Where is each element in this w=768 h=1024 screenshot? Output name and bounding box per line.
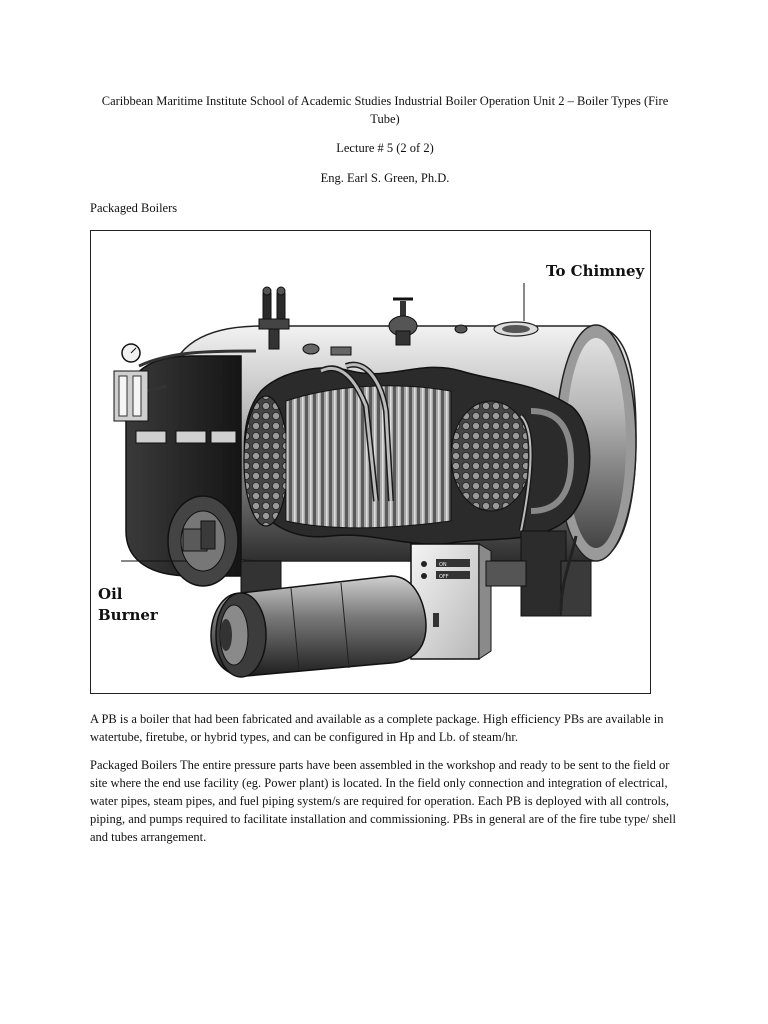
panel-on-text: ON: [439, 562, 447, 568]
document-title: Caribbean Maritime Institute School of Academic Studies Industrial Boiler Operation Unit 2 – Boiler Types (Fire Tube): [101, 94, 669, 126]
panel-off-text: OFF: [439, 574, 449, 580]
to-chimney-label: To Chimney: [546, 262, 645, 280]
author-name: Eng. Earl S. Green, Ph.D.: [320, 171, 450, 185]
section-heading: Packaged Boilers: [90, 201, 178, 215]
burner-label: Burner: [98, 606, 158, 624]
packaged-boiler-figure: [90, 230, 651, 694]
boiler-illustration: [91, 231, 651, 694]
paragraph-definition: A PB is a boiler that had been fabricated and available as a complete package. High efficiency PBs are available in watertube, firetube, or hybrid types, and can be configured in Hp and Lb. of steam/hr.: [90, 712, 664, 744]
paragraph-description: Packaged Boilers The entire pressure parts have been assembled in the workshop and ready to be sent to the field or site where the end use facility (eg. Power plant) is located. In the field only connection and integration of electrical, water pipes, steam pipes, and fuel piping system/s are required for operation. Each PB is deployed with all controls, piping, and pumps required to facilitate installation and commissioning. PBs in general are of the fire tube type/ shell and tubes arrangement.: [90, 758, 676, 844]
oil-label: Oil: [98, 585, 123, 603]
lecture-number: Lecture # 5 (2 of 2): [336, 141, 434, 155]
